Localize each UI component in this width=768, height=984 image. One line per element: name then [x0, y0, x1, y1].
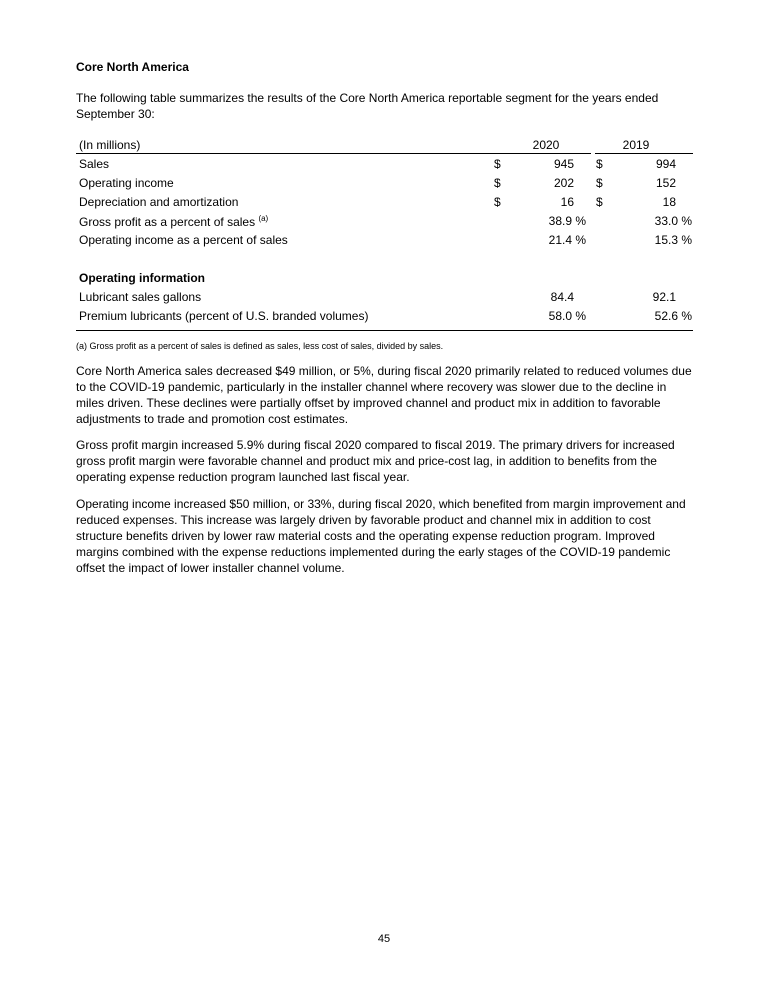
table-bottom-rule	[76, 330, 693, 331]
value-2020: 38.9 %	[548, 214, 586, 228]
dollar-sign: $	[596, 195, 603, 209]
unit-label: (In millions)	[79, 138, 141, 152]
operating-info-heading-row	[76, 271, 693, 290]
header-rule-2020	[493, 153, 591, 154]
dollar-sign: $	[494, 195, 501, 209]
table-row	[76, 290, 693, 309]
gross-profit-paragraph: Gross profit margin increased 5.9% during fiscal 2020 compared to fiscal 2019. The primary drivers for increased gross profit margin were favorable channel and product mix and price-cost lag, in addition to benefits from the operating expense reduction program launched last fiscal year.	[76, 438, 675, 484]
dollar-sign: $	[596, 157, 603, 171]
header-rule-left	[76, 153, 510, 154]
value-2019: 994	[655, 157, 676, 171]
col-2020-header: 2020	[532, 138, 560, 152]
value-2019: 152	[655, 176, 676, 190]
table-row	[76, 176, 693, 195]
page-number: 45	[377, 933, 391, 945]
row-label: Operating income	[79, 176, 174, 190]
table-row	[76, 233, 693, 252]
value-2020: 21.4 %	[548, 233, 586, 247]
table-footnote: (a) Gross profit as a percent of sales is defined as sales, less cost of sales, divided by sales.	[76, 341, 444, 351]
row-label	[79, 214, 268, 229]
dollar-sign: $	[494, 176, 501, 190]
row-label: Premium lubricants (percent of U.S. branded volumes)	[79, 309, 369, 323]
value-2020: 202	[553, 176, 574, 190]
sales-paragraph: Core North America sales decreased $49 million, or 5%, during fiscal 2020 primarily related to reduced volumes due to the COVID-19 pandemic, particularly in the installer channel where recovery was slower due to the decline in miles driven. These declines were partially offset by improved channel and product mix in addition to favorable adjustments to trade and promotion cost estimates.	[76, 364, 692, 426]
operating-info-heading: Operating information	[79, 271, 205, 285]
col-2019-header: 2019	[622, 138, 650, 152]
value-2019: 92.1	[652, 290, 676, 304]
section-title: Core North America	[76, 60, 189, 74]
row-label: Sales	[79, 157, 110, 171]
row-label: Operating income as a percent of sales	[79, 233, 288, 247]
table-row	[76, 214, 693, 233]
footnote-marker: (a)	[258, 214, 269, 223]
value-2019: 18	[662, 195, 676, 209]
dollar-sign: $	[596, 176, 603, 190]
row-label: Depreciation and amortization	[79, 195, 239, 209]
value-2019: 52.6 %	[654, 309, 692, 323]
header-rule-2019	[595, 153, 693, 154]
table-header-row	[76, 138, 693, 157]
row-label-text: Gross profit as a percent of sales	[79, 215, 256, 229]
value-2020: 945	[553, 157, 574, 171]
value-2020: 84.4	[550, 290, 574, 304]
intro-paragraph: The following table summarizes the results of the Core North America reportable segment for the years ended September 30:	[76, 91, 659, 121]
table-row	[76, 309, 693, 328]
table-row	[76, 195, 693, 214]
dollar-sign: $	[494, 157, 501, 171]
value-2020: 58.0 %	[548, 309, 586, 323]
operating-income-paragraph: Operating income increased $50 million, or 33%, during fiscal 2020, which benefited from margin improvement and reduced expenses. This increase was largely driven by favorable product and channel mix in addition to cost structure benefits driven by lower raw material costs and the operating expense reduction program. Improved margins combined with the expense reductions implemented during the early stages of the COVID-19 pandemic offset the impact of lower installer channel volume.	[76, 497, 686, 575]
table-row	[76, 157, 693, 176]
value-2019: 15.3 %	[654, 233, 692, 247]
row-label: Lubricant sales gallons	[79, 290, 202, 304]
value-2019: 33.0 %	[654, 214, 692, 228]
value-2020: 16	[560, 195, 574, 209]
